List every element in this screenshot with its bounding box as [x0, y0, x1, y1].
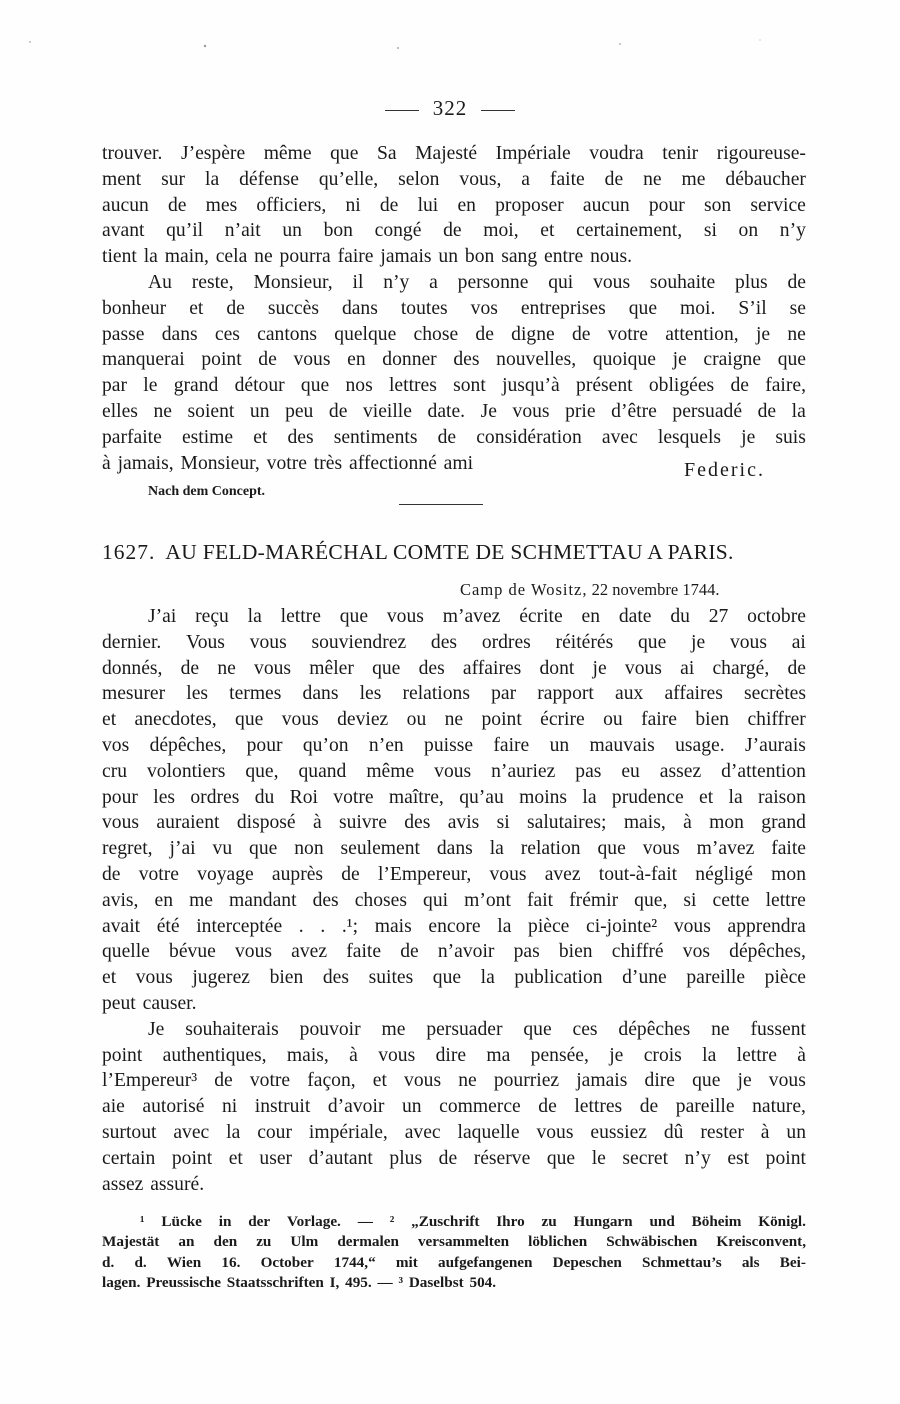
signature: Federic. — [684, 459, 765, 481]
header-dash-right — [481, 110, 515, 111]
text-line: aie autorisé ni instruit d’avoir un commerce de lettres de pareille nature, — [102, 1096, 806, 1118]
text-line: quelle bévue vous avez faite de n’avoir pas bien chiffré vos dépêches, — [102, 941, 806, 963]
text-line: trouver. J’espère même que Sa Majesté Impériale voudra tenir rigoureuse- — [102, 143, 806, 164]
letter-body — [102, 604, 806, 1197]
page-number: 322 — [432, 96, 468, 120]
text-line: donnés, de ne vous mêler que des affaires dont je vous ai chargé, de — [102, 657, 806, 679]
text-line: assez assuré. — [102, 1173, 205, 1195]
text-line: certain point et user d’autant plus de réserve que le secret n’y est point — [102, 1147, 806, 1169]
scan-specks — [0, 30, 900, 60]
page-number-header — [0, 96, 900, 121]
section-separator — [399, 504, 483, 505]
text-line: vos dépêches, pour qu’on n’en puisse faire un mauvais usage. J’aurais — [102, 734, 806, 756]
text-line: Au reste, Monsieur, il n’y a personne qui vous souhaite plus de — [148, 271, 806, 293]
text-line: Je souhaiterais pouvoir me persuader que ces dépêches ne fussent — [148, 1018, 806, 1040]
dateline — [460, 580, 719, 600]
letter-title: AU FELD-MARÉCHAL COMTE DE SCHMETTAU A PARIS. — [165, 540, 734, 564]
text-line: tient la main, cela ne pourra faire jamais un bon sang entre nous. — [102, 246, 632, 268]
text-line: lagen. Preussische Staatsschriften I, 495. — ³ Daselbst 504. — [102, 1274, 497, 1292]
text-line: et anecdotes, que vous deviez ou ne point écrire ou faire bien chiffrer — [102, 709, 806, 731]
text-line: Majestät an den zu Ulm dermalen versammelten löblichen Schwäbischen Kreisconvent, — [102, 1233, 806, 1251]
text-line: J’ai reçu la lettre que vous m’avez écrite en date du 27 octobre — [148, 606, 806, 627]
preceding-letter-conclusion — [102, 141, 806, 476]
text-line: bonheur et de succès dans toutes vos entreprises que moi. S’il se — [102, 297, 806, 319]
dateline-date: 22 novembre 1744. — [591, 580, 720, 599]
text-line: d. d. Wien 16. October 1744,“ mit aufgefangenen Depeschen Schmettau’s als Bei- — [102, 1253, 806, 1271]
letter-heading — [102, 540, 806, 565]
text-line: avant qu’il n’ait un bon congé de moi, et certainement, si on n’y — [102, 220, 806, 242]
text-line: pour les ordres du Roi votre maître, qu’au moins la prudence et la raison — [102, 786, 806, 808]
text-line: mesurer les termes dans les relations par rapport aux affaires secrètes — [102, 683, 806, 705]
text-line: elles ne soient un peu de vieille date. Je vous prie d’être persuadé de la — [102, 400, 806, 422]
text-line: avait été interceptée . . .¹; mais encore la pièce ci-jointe² vous apprendra — [102, 915, 806, 937]
text-line: regret, j’ai vu que non seulement dans la relation que vous m’avez faite — [102, 838, 806, 860]
text-line: ment sur la défense qu’elle, selon vous, a faite de ne me débaucher — [102, 168, 806, 190]
text-line: dernier. Vous vous souviendrez des ordres réitérés que je vous ai — [102, 631, 806, 653]
text-line: point authentiques, mais, à vous dire ma pensée, je crois la lettre à — [102, 1044, 806, 1066]
text-line: avis, en me mandant des choses qui m’ont fait frémir que, si cette lettre — [102, 889, 806, 911]
text-line: aucun de mes officiers, ni de lui en proposer aucun pour son service — [102, 194, 806, 216]
text-line: peut causer. — [102, 992, 197, 1014]
text-line: surtout avec la cour impériale, avec laquelle vous eussiez dû rester à un — [102, 1121, 806, 1143]
text-line: par le grand détour que nos lettres sont jusqu’à présent obligées de faire, — [102, 375, 806, 397]
letter-number: 1627. — [102, 540, 156, 564]
text-line: cru volontiers que, quand même vous n’auriez pas eu assez d’attention — [102, 760, 806, 782]
text-line: l’Empereur³ de votre façon, et vous ne pourriez jamais dire que je vous — [102, 1070, 806, 1092]
footnotes — [102, 1212, 806, 1294]
text-line: de votre voyage auprès de l’Empereur, vous avez tout-à-fait négligé mon — [102, 863, 806, 885]
dateline-place: Camp de Wositz, — [460, 580, 588, 599]
text-line: ¹ Lücke in der Vorlage. — ² „Zuschrift Ihro zu Hungarn und Böheim Königl. — [140, 1213, 806, 1230]
text-line: à jamais, Monsieur, votre très affectionné ami — [102, 452, 474, 474]
text-line: passe dans ces cantons quelque chose de digne de votre attention, je ne — [102, 323, 806, 345]
source-note: Nach dem Concept. — [148, 484, 266, 499]
text-line: vous auraient disposé à suivre des avis si salutaires; mais, à mon grand — [102, 812, 806, 834]
text-line: et vous jugerez bien des suites que la publication d’une pareille pièce — [102, 967, 806, 989]
header-dash-left — [385, 110, 419, 111]
text-line: parfaite estime et des sentiments de considération avec lesquels je suis — [102, 426, 806, 448]
text-line: manquerai point de vous en donner des nouvelles, quoique je craigne que — [102, 349, 806, 371]
